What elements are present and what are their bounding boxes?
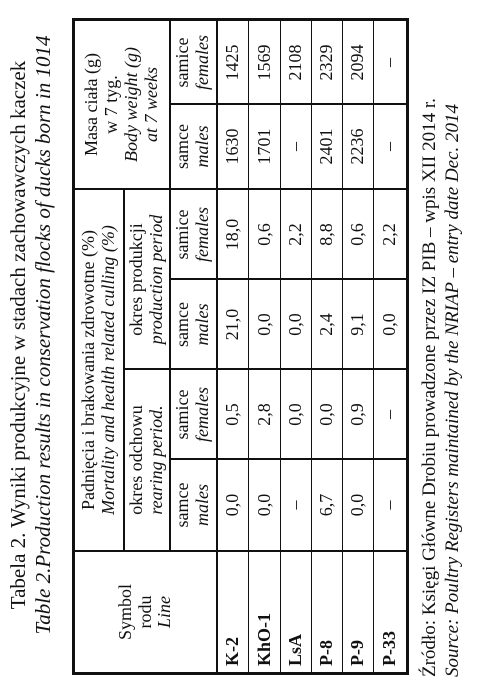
header-rearing-period: [124, 370, 169, 550]
header-females-weight: [170, 21, 216, 104]
row-line-code: KhO-1: [253, 612, 274, 666]
table-cell: 0,0: [316, 403, 337, 426]
table-cell: 0,0: [347, 493, 368, 517]
header-females-production: [170, 190, 216, 279]
table-cell: –: [379, 410, 400, 419]
table-cell: 0,6: [347, 223, 368, 246]
row-line-code: P-33: [379, 631, 400, 666]
footnote-source-pl: Źródło: Księgi Główne Drobiu prowadzone przez IZ PIB – wpis XII 2014 r.: [419, 98, 440, 677]
table-cell: 0,0: [253, 313, 274, 336]
label-males-en: males: [192, 484, 212, 526]
label-females-pl: samice: [172, 389, 193, 440]
label-females-en: females: [192, 35, 212, 90]
header-body-weight: [75, 21, 169, 188]
production-results-table: [72, 18, 409, 675]
table-cell: 8,8: [316, 223, 337, 246]
header-production-period: [124, 190, 169, 369]
header-weight-en2: at 7 weeks: [140, 67, 161, 142]
label-males-en: males: [192, 125, 212, 168]
label-females-en: females: [192, 207, 212, 262]
table-cell: 1630: [222, 128, 243, 165]
footnote-source-en: Source: Poultry Registers maintained by the NRIAP – entry date Dec. 2014: [442, 103, 463, 677]
row-line-code: K-2: [222, 637, 243, 666]
table-cell: –: [285, 142, 306, 151]
table-cell: 0,0: [285, 403, 306, 426]
header-females-rearing: [170, 370, 216, 459]
table-cell: 9,1: [347, 313, 368, 336]
table-cell: –: [379, 142, 400, 151]
header-symbol-pl: Symbol: [114, 584, 135, 641]
table-cell: 2401: [316, 128, 337, 165]
header-rearing-pl: okres odchowu: [125, 405, 146, 515]
row-line-code: P-9: [347, 640, 368, 666]
row-line-code: P-8: [316, 640, 337, 666]
table-cell: 0,5: [222, 403, 243, 426]
table-cell: 1425: [222, 44, 243, 81]
table-cell: 2,4: [316, 313, 337, 336]
table-cell: 2,8: [253, 403, 274, 426]
label-females-pl: samice: [172, 209, 193, 260]
table-cell: 2,2: [285, 223, 306, 246]
table-cell: –: [285, 500, 306, 510]
table-title-english: Table 2.Production results in conservation flocks of ducks born in 1014: [31, 35, 55, 635]
table-cell: 0,6: [253, 223, 274, 246]
label-males-pl: samce: [172, 124, 193, 169]
table-cell: 1569: [253, 44, 274, 81]
header-production-en: production period: [145, 214, 166, 345]
header-males-production: [170, 280, 216, 369]
label-females-en: females: [192, 387, 212, 442]
header-production-pl: okres produkcji: [125, 223, 146, 336]
header-weight-pl: Masa ciała (g): [81, 53, 102, 156]
table-cell: 2329: [316, 44, 337, 81]
table-cell: 1701: [253, 128, 274, 165]
row-line-code: LsA: [285, 633, 306, 666]
header-rearing-en: rearing period.: [145, 405, 166, 515]
table-cell: 2236: [347, 128, 368, 165]
label-males-en: males: [192, 303, 212, 346]
header-weight-en: Body weight (g): [121, 47, 141, 162]
table-cell: 0,0: [379, 313, 400, 336]
label-females-pl: samice: [172, 37, 193, 88]
table-cell: 2,2: [379, 223, 400, 246]
label-males-pl: samce: [172, 482, 193, 528]
header-males-rearing: [170, 460, 216, 550]
table-cell: 0,9: [347, 403, 368, 426]
table-cell: 2108: [285, 44, 306, 81]
table-cell: 0,0: [253, 493, 274, 517]
header-symbol-en: Line: [154, 596, 175, 629]
table-cell: 0,0: [285, 313, 306, 336]
table-cell: –: [379, 500, 400, 510]
header-mortality-en: Mortality and health related culling (%): [98, 225, 118, 515]
header-weight-pl2: w 7 tyg.: [101, 75, 122, 134]
table-cell: 0,0: [222, 493, 243, 517]
table-cell: 18,0: [222, 218, 243, 251]
header-symbol: [75, 552, 216, 672]
table-cell: 6,7: [316, 493, 337, 517]
header-mortality: [75, 190, 123, 550]
table-cell: 2094: [347, 44, 368, 81]
label-males-pl: samce: [172, 302, 193, 347]
table-cell: 21,0: [222, 308, 243, 341]
header-symbol-pl2: rodu: [134, 595, 155, 629]
table-title-polish: Tabela 2. Wyniki produkcyjne w stadach zachowawczych kaczek: [6, 60, 30, 610]
header-males-weight: [170, 105, 216, 188]
table-cell: –: [379, 58, 400, 67]
header-mortality-pl: Padnięcia i brakowania zdrowotne (%): [78, 230, 99, 510]
